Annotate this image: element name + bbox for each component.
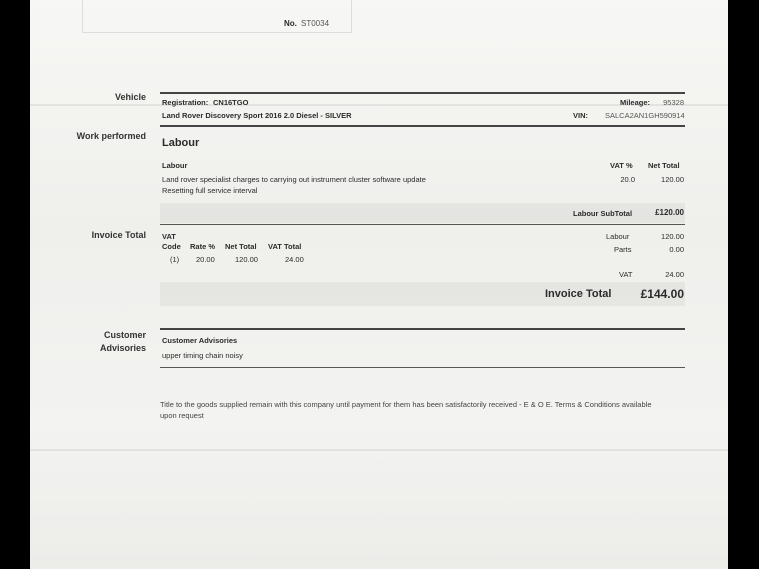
invoice-total-value: £144.00 bbox=[640, 287, 684, 301]
mileage-label: Mileage: bbox=[620, 98, 651, 107]
vat-code-value: (1) bbox=[170, 255, 180, 264]
mileage-value: 95328 bbox=[663, 98, 684, 107]
vat-rate-value: 20.00 bbox=[196, 255, 215, 264]
vat-total-head: VAT Total bbox=[268, 242, 302, 251]
labour-subtotal-label: Labour SubTotal bbox=[573, 209, 633, 218]
terms-line: Title to the goods supplied remain with this company until payment for them has been satisfactorily received - E & O E. Terms & Conditions available bbox=[160, 400, 652, 409]
divider bbox=[160, 328, 685, 330]
invoice-total-section-label: Invoice Total bbox=[91, 230, 146, 240]
divider bbox=[160, 367, 685, 368]
divider bbox=[160, 224, 685, 225]
labour-vat-value: 20.0 bbox=[620, 175, 635, 184]
vat-net-head: Net Total bbox=[225, 242, 257, 251]
doc-number-value: ST0034 bbox=[301, 19, 330, 28]
work-section-label: Work performed bbox=[76, 131, 146, 141]
labour-subtotal-value: £120.00 bbox=[655, 208, 684, 217]
divider bbox=[160, 125, 685, 127]
invoice-page bbox=[30, 0, 728, 569]
divider bbox=[160, 92, 685, 94]
summary-parts-label: Parts bbox=[614, 245, 632, 254]
labour-col-item: Labour bbox=[162, 161, 188, 170]
advisories-heading: Customer Advisories bbox=[162, 336, 238, 345]
vat-total-value: 24.00 bbox=[285, 255, 304, 264]
vin-value: SALCA2AN1GH590914 bbox=[605, 111, 685, 120]
header-box bbox=[82, 0, 352, 33]
labour-col-vat: VAT % bbox=[610, 161, 633, 170]
vehicle-description: Land Rover Discovery Sport 2016 2.0 Diesel - SILVER bbox=[162, 111, 352, 120]
advisories-section-label: Customer bbox=[103, 330, 146, 340]
summary-vat-value: 24.00 bbox=[665, 270, 684, 279]
summary-vat-label: VAT bbox=[619, 270, 633, 279]
terms-line: upon request bbox=[160, 411, 204, 420]
labour-line: Land rover specialist charges to carrying out instrument cluster software update bbox=[162, 175, 426, 184]
doc-number-label: No. bbox=[284, 19, 297, 28]
vat-rate-head: Rate % bbox=[190, 242, 216, 251]
labour-net-value: 120.00 bbox=[661, 175, 684, 184]
advisory-text: upper timing chain noisy bbox=[162, 351, 243, 360]
registration-value: CN16TGO bbox=[213, 98, 249, 107]
vat-net-value: 120.00 bbox=[235, 255, 258, 264]
invoice-total-label: Invoice Total bbox=[545, 288, 612, 300]
paper-fold bbox=[30, 449, 728, 451]
labour-heading: Labour bbox=[162, 137, 200, 149]
summary-labour-label: Labour bbox=[606, 232, 630, 241]
summary-parts-value: 0.00 bbox=[669, 245, 684, 254]
vin-label: VIN: bbox=[573, 111, 588, 120]
vat-code-head: VAT bbox=[162, 232, 176, 241]
labour-line: Resetting full service interval bbox=[162, 186, 258, 195]
labour-col-net: Net Total bbox=[648, 161, 680, 170]
vehicle-section-label: Vehicle bbox=[114, 92, 146, 102]
advisories-section-label: Advisories bbox=[99, 343, 146, 353]
registration-label: Registration: bbox=[162, 98, 209, 107]
vat-code-head: Code bbox=[162, 242, 181, 251]
summary-labour-value: 120.00 bbox=[661, 232, 684, 241]
